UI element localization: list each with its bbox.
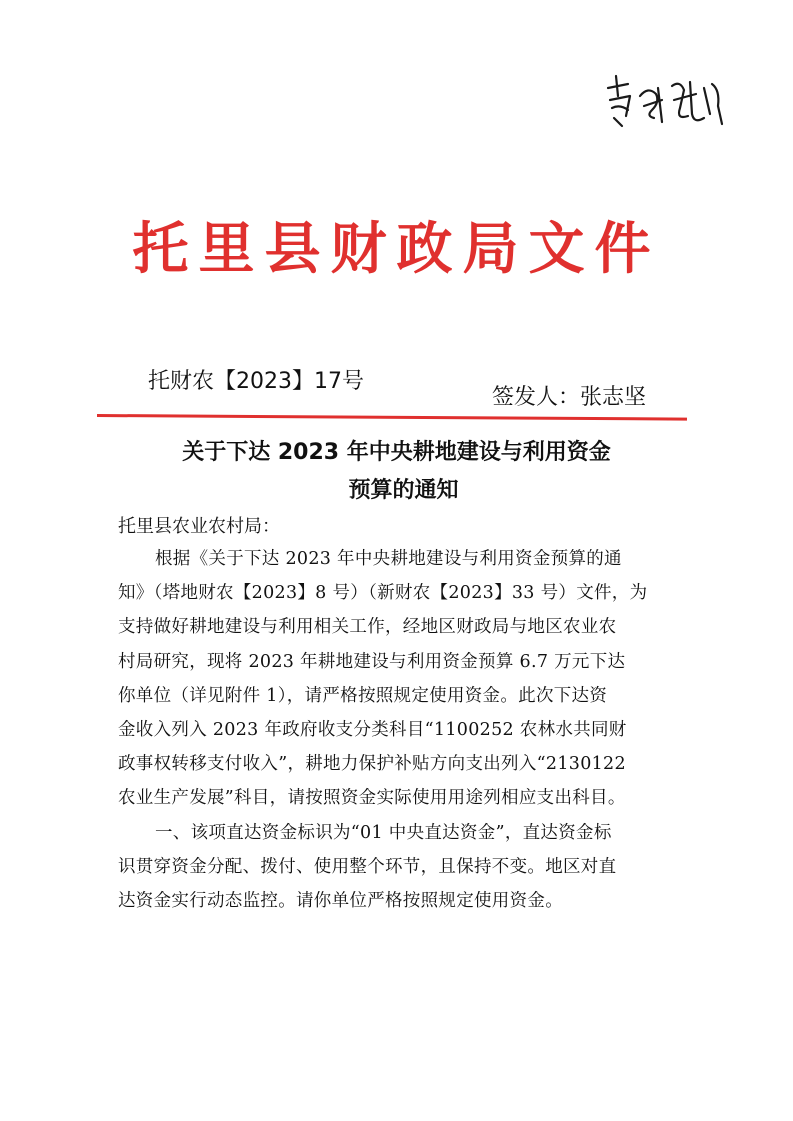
body-line: 达资金实行动态监控。请你单位严格按照规定使用资金。 (118, 891, 563, 912)
recipient-line: 托里县农业农村局： (118, 516, 280, 537)
body-line: 村局研究，现将 2023 年耕地建设与利用资金预算 6.7 万元下达 (118, 651, 626, 672)
body-line: 知》（塔地财农【2023】8 号）（新财农【2023】33 号）文件，为 (118, 583, 648, 604)
paragraph-1 (118, 542, 678, 816)
document-org-header: 托里县财政局文件 (132, 216, 661, 282)
paragraph-2 (118, 816, 678, 919)
document-body (118, 542, 678, 918)
signer-label: 签发人：张志坚 (492, 385, 647, 410)
title-line-1: 关于下达 2023 年中央耕地建设与利用资金 (182, 440, 611, 465)
red-divider-line (97, 414, 687, 421)
body-line: 你单位（详见附件 1），请严格按照规定使用资金。此次下达资 (118, 685, 608, 706)
document-title (0, 434, 793, 510)
title-line-2: 预算的通知 (348, 478, 459, 503)
handwritten-signature (600, 66, 730, 136)
body-line: 支持做好耕地建设与利用相关工作，经地区财政局与地区农业农 (118, 617, 617, 638)
body-line: 一、该项直达资金标识为“01 中央直达资金”，直达资金标 (155, 822, 612, 843)
body-line: 识贯穿资金分配、拨付、使用整个环节，且保持不变。地区对直 (118, 856, 617, 877)
body-line: 金收入列入 2023 年政府收支分类科目“1100252 农林水共同财 (118, 720, 627, 741)
body-line: 政事权转移支付收入”，耕地力保护补贴方向支出列入“2130122 (118, 754, 626, 775)
document-number: 托财农【2023】17号 (148, 369, 364, 394)
body-line: 农业生产发展”科目，请按照资金实际使用用途列相应支出科目。 (118, 788, 626, 809)
body-line: 根据《关于下达 2023 年中央耕地建设与利用资金预算的通 (155, 549, 622, 569)
